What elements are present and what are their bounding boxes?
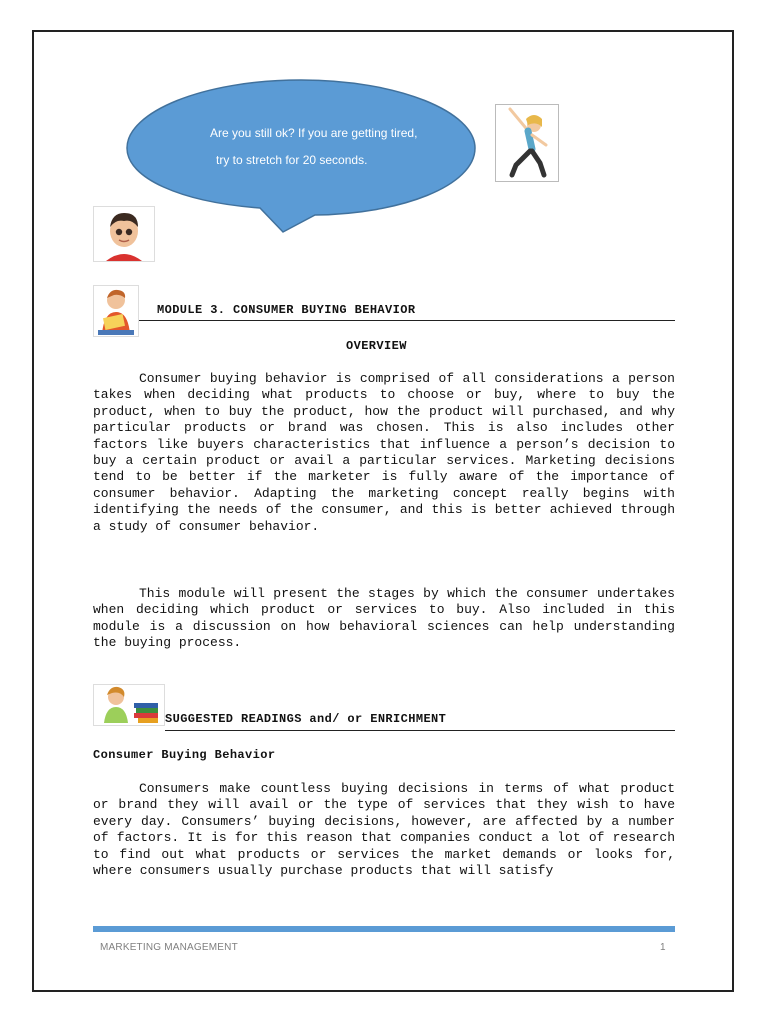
reading-girl-icon — [93, 684, 165, 726]
boy-avatar-icon — [93, 206, 155, 262]
footer-title: MARKETING MANAGEMENT — [100, 942, 238, 953]
readings-heading: SUGGESTED READINGS and/ or ENRICHMENT — [165, 712, 447, 726]
page-number: 1 — [660, 942, 666, 953]
overview-paragraph-2: This module will present the stages by which the consumer undertakes when deciding which product or services to buy. Also included in this module is a discussion on how behavioral sciences can help understanding the buying process. — [93, 586, 675, 651]
module-heading-rule — [139, 320, 675, 321]
footer-bar — [93, 926, 675, 932]
callout-line-2: try to stretch for 20 seconds. — [216, 153, 368, 167]
reading-boy-icon — [93, 285, 139, 337]
subsection-paragraph: Consumers make countless buying decisions in terms of what product or brand they will avail or the type of services that they wish to have every day. Consumers’ buying decisions, however, are affected by a number of factors. It is for this reason that companies conduct a lot of research to find out what products or services the market demands or looks for, where consumers usually purchase products that will satisfy — [93, 781, 675, 879]
overview-paragraph-1: Consumer buying behavior is comprised of all considerations a person takes when deciding what products to choose or buy, where to buy the product, when to buy the product, how the product will purchased, and why particular products or brand was chosen. This is also includes other factors like buyers characteristics that influence a person’s decision to buy a certain product or avail a particular services. Marketing decisions tend to be better if the marketer is fully aware of the importance of consumer behavior. Adapting the marketing concept really begins with identifying the needs of the consumer, and this is better achieved through a study of consumer behavior. — [93, 371, 675, 534]
module-heading: MODULE 3. CONSUMER BUYING BEHAVIOR — [157, 303, 416, 317]
callout-line-1: Are you still ok? If you are getting tired, — [210, 126, 418, 140]
readings-heading-rule — [165, 730, 675, 731]
overview-heading: OVERVIEW — [346, 339, 407, 353]
subsection-heading: Consumer Buying Behavior — [93, 748, 276, 762]
stretching-woman-icon — [495, 104, 559, 182]
